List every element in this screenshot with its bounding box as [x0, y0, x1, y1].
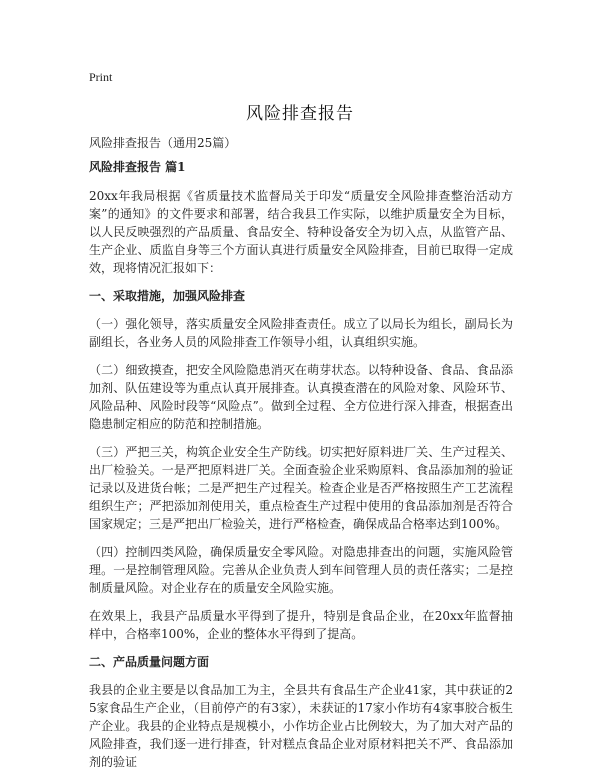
- section-heading-1: 一、采取措施，加强风险排查: [89, 289, 246, 303]
- article-heading: 风险排查报告 篇1: [89, 160, 186, 174]
- section-heading-2: 二、产品质量问题方面: [89, 655, 210, 669]
- section1-paragraph: （二）细致摸查，把安全风险隐患消灭在萌芽状态。以特种设备、食品、食品添加剂、队伍建设等为重点认真开展排查。认真摸查潜在的风险对象、风险环节、风险品种、风险时段等“风险点”。做到全过程、全方位进行深入排查，根据查出隐患制定相应的防范和控制措施。: [89, 363, 513, 431]
- section1-paragraph: （四）控制四类风险，确保质量安全零风险。对隐患排查出的问题，实施风险管理。一是控制管理风险。完善从企业负责人到车间管理人员的责任落实；二是控制质量风险。对企业存在的质量安全风险实施。: [89, 545, 513, 595]
- document-body: [89, 158, 513, 776]
- document-subtitle: 风险排查报告（通用25篇）: [89, 136, 237, 150]
- print-link[interactable]: Print: [89, 70, 113, 84]
- section2-paragraph: 我县的企业主要是以食品加工为主，全县共有食品生产企业41家，其中获证的25家食品生产企业，（目前停产的有3家），未获证的17家小作坊有4家事胶合板生产企业。我县的企业特点是规模小，小作坊企业占比例较大，为了加大对产品的风险排查，我们逐一进行排查，针对糕点食品企业对原材料把关不严、食品添加剂的验证: [89, 683, 513, 769]
- section1-paragraph: （一）强化领导，落实质量安全风险排查责任。成立了以局长为组长，副局长为副组长，各业务人员的风险排查工作领导小组，认真组织实施。: [89, 317, 513, 349]
- intro-paragraph: 20xx年我局根据《省质量技术监督局关于印发“质量安全风险排查整治活动方案”的通知》的文件要求和部署，结合我县工作实际，以维护质量安全为目标，以人民反映强烈的产品质量、食品安全、特种设备安全为切入点，从监管产品、生产企业、质监自身等三个方面认真进行质量安全风险排查，目前已取得一定成效，现将情况汇报如下：: [89, 189, 513, 275]
- section1-paragraph: （三）严把三关，构筑企业安全生产防线。切实把好原料进厂关、生产过程关、出厂检验关。一是严把原料进厂关。全面查验企业采购原料、食品添加剂的验证记录以及进货台帐；二是严把生产过程关。检查企业是否严格按照生产工艺流程组织生产；严把添加剂使用关，重点检查生产过程中使用的食品添加剂是否符合国家规定；三是严把出厂检验关，进行严格检查，确保成品合格率达到100%。: [89, 445, 513, 531]
- section1-paragraph: 在效果上，我县产品质量水平得到了提升，特别是食品企业，在20xx年监督抽样中，合格率100%，企业的整体水平得到了提高。: [89, 609, 513, 641]
- page-title: 风险排查报告: [246, 104, 354, 124]
